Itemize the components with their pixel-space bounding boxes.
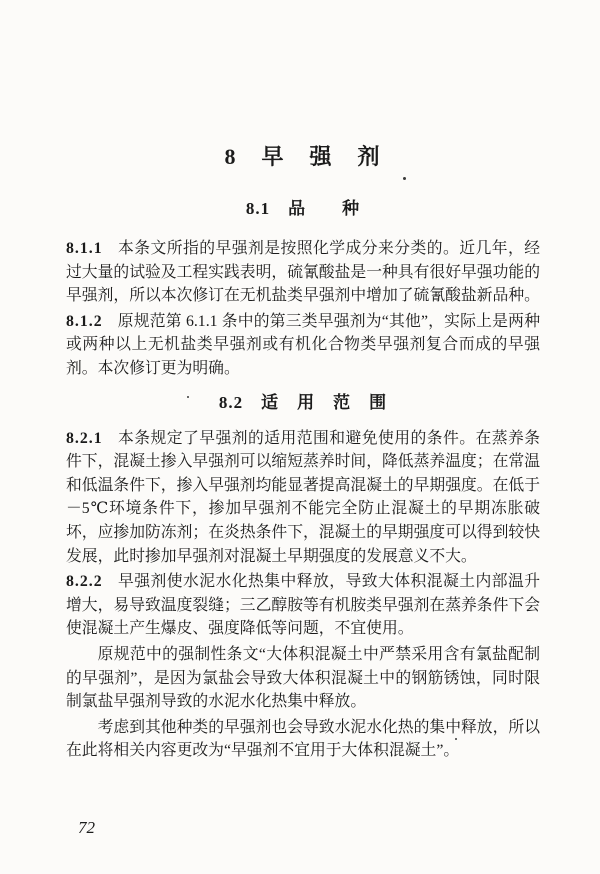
clause-number: 8.2.2: [66, 573, 103, 591]
clause-text: 早强剂使水泥水化热集中释放，导致大体积混凝土内部温升增大，易导致温度裂缝；三乙醇胺等有机胺类早强剂在蒸养条件下会使混凝土产生爆皮、强度降低等问题，不宜使用。: [66, 573, 540, 638]
clause-paragraph-8-1-2: [66, 310, 540, 381]
section-heading-8-2: 8.2 适 用 范 围: [218, 392, 388, 412]
clause-text: 原规范中的强制性条文“大体积混凝土中严禁采用含有氯盐配制的早强剂”，是因为氯盐会导致大体积混凝土中的钢筋锈蚀，同时限制氯盐早强剂导致的水泥水化热集中释放。: [66, 645, 540, 711]
page-number: 72: [78, 818, 95, 837]
page-content: [66, 0, 540, 763]
commentary-paragraph: [66, 716, 540, 763]
clause-number: 8.1.2: [66, 312, 103, 330]
clause-paragraph-8-1-1: [66, 237, 540, 308]
commentary-paragraph: [66, 643, 540, 714]
clause-number: 8.1.1: [66, 240, 103, 257]
clause-text: 本条文所指的早强剂是按照化学成分来分类的。近几年，经过大量的试验及工程实践表明，硫氰酸盐是一种具有很好早强功能的早强剂，所以本次修订在无机盐类早强剂中增加了硫氰酸盐新品种。: [66, 240, 540, 305]
chapter-title: 8 早 强 剂: [224, 144, 382, 169]
clause-paragraph-8-2-2: [66, 570, 540, 641]
clause-text: 原规范第 6.1.1 条中的第三类早强剂为“其他”，实际上是两种或两种以上无机盐类早强剂或有机化合物类早强剂复合而成的早强剂。本次修订更为明确。: [66, 312, 540, 377]
clause-paragraph-8-2-1: [66, 427, 540, 569]
clause-number: 8.2.1: [66, 429, 103, 447]
ink-speck: [455, 738, 457, 740]
clause-text: 考虑到其他种类的早强剂也会导致水泥水化热的集中释放，所以在此将相关内容更改为“早强剂不宜用于大体积混凝土”。: [66, 718, 540, 760]
clause-text: 本条规定了早强剂的适用范围和避免使用的条件。在蒸养条件下，混凝土掺入早强剂可以缩短蒸养时间，降低蒸养温度；在常温和低温条件下，掺入早强剂均能显著提高混凝土的早期强度。在低于－5℃环境条件下，掺加早强剂不能完全防止混凝土的早期冻胀破坏，应掺加防冻剂；在炎热条件下，混凝土的早期强度可以得到较快发展，此时掺加早强剂对混凝土早期强度的发展意义不大。: [66, 429, 540, 565]
section-heading-8-1: 8.1 品 种: [245, 199, 361, 218]
ink-speck: [403, 177, 406, 180]
ink-speck: [187, 396, 189, 398]
